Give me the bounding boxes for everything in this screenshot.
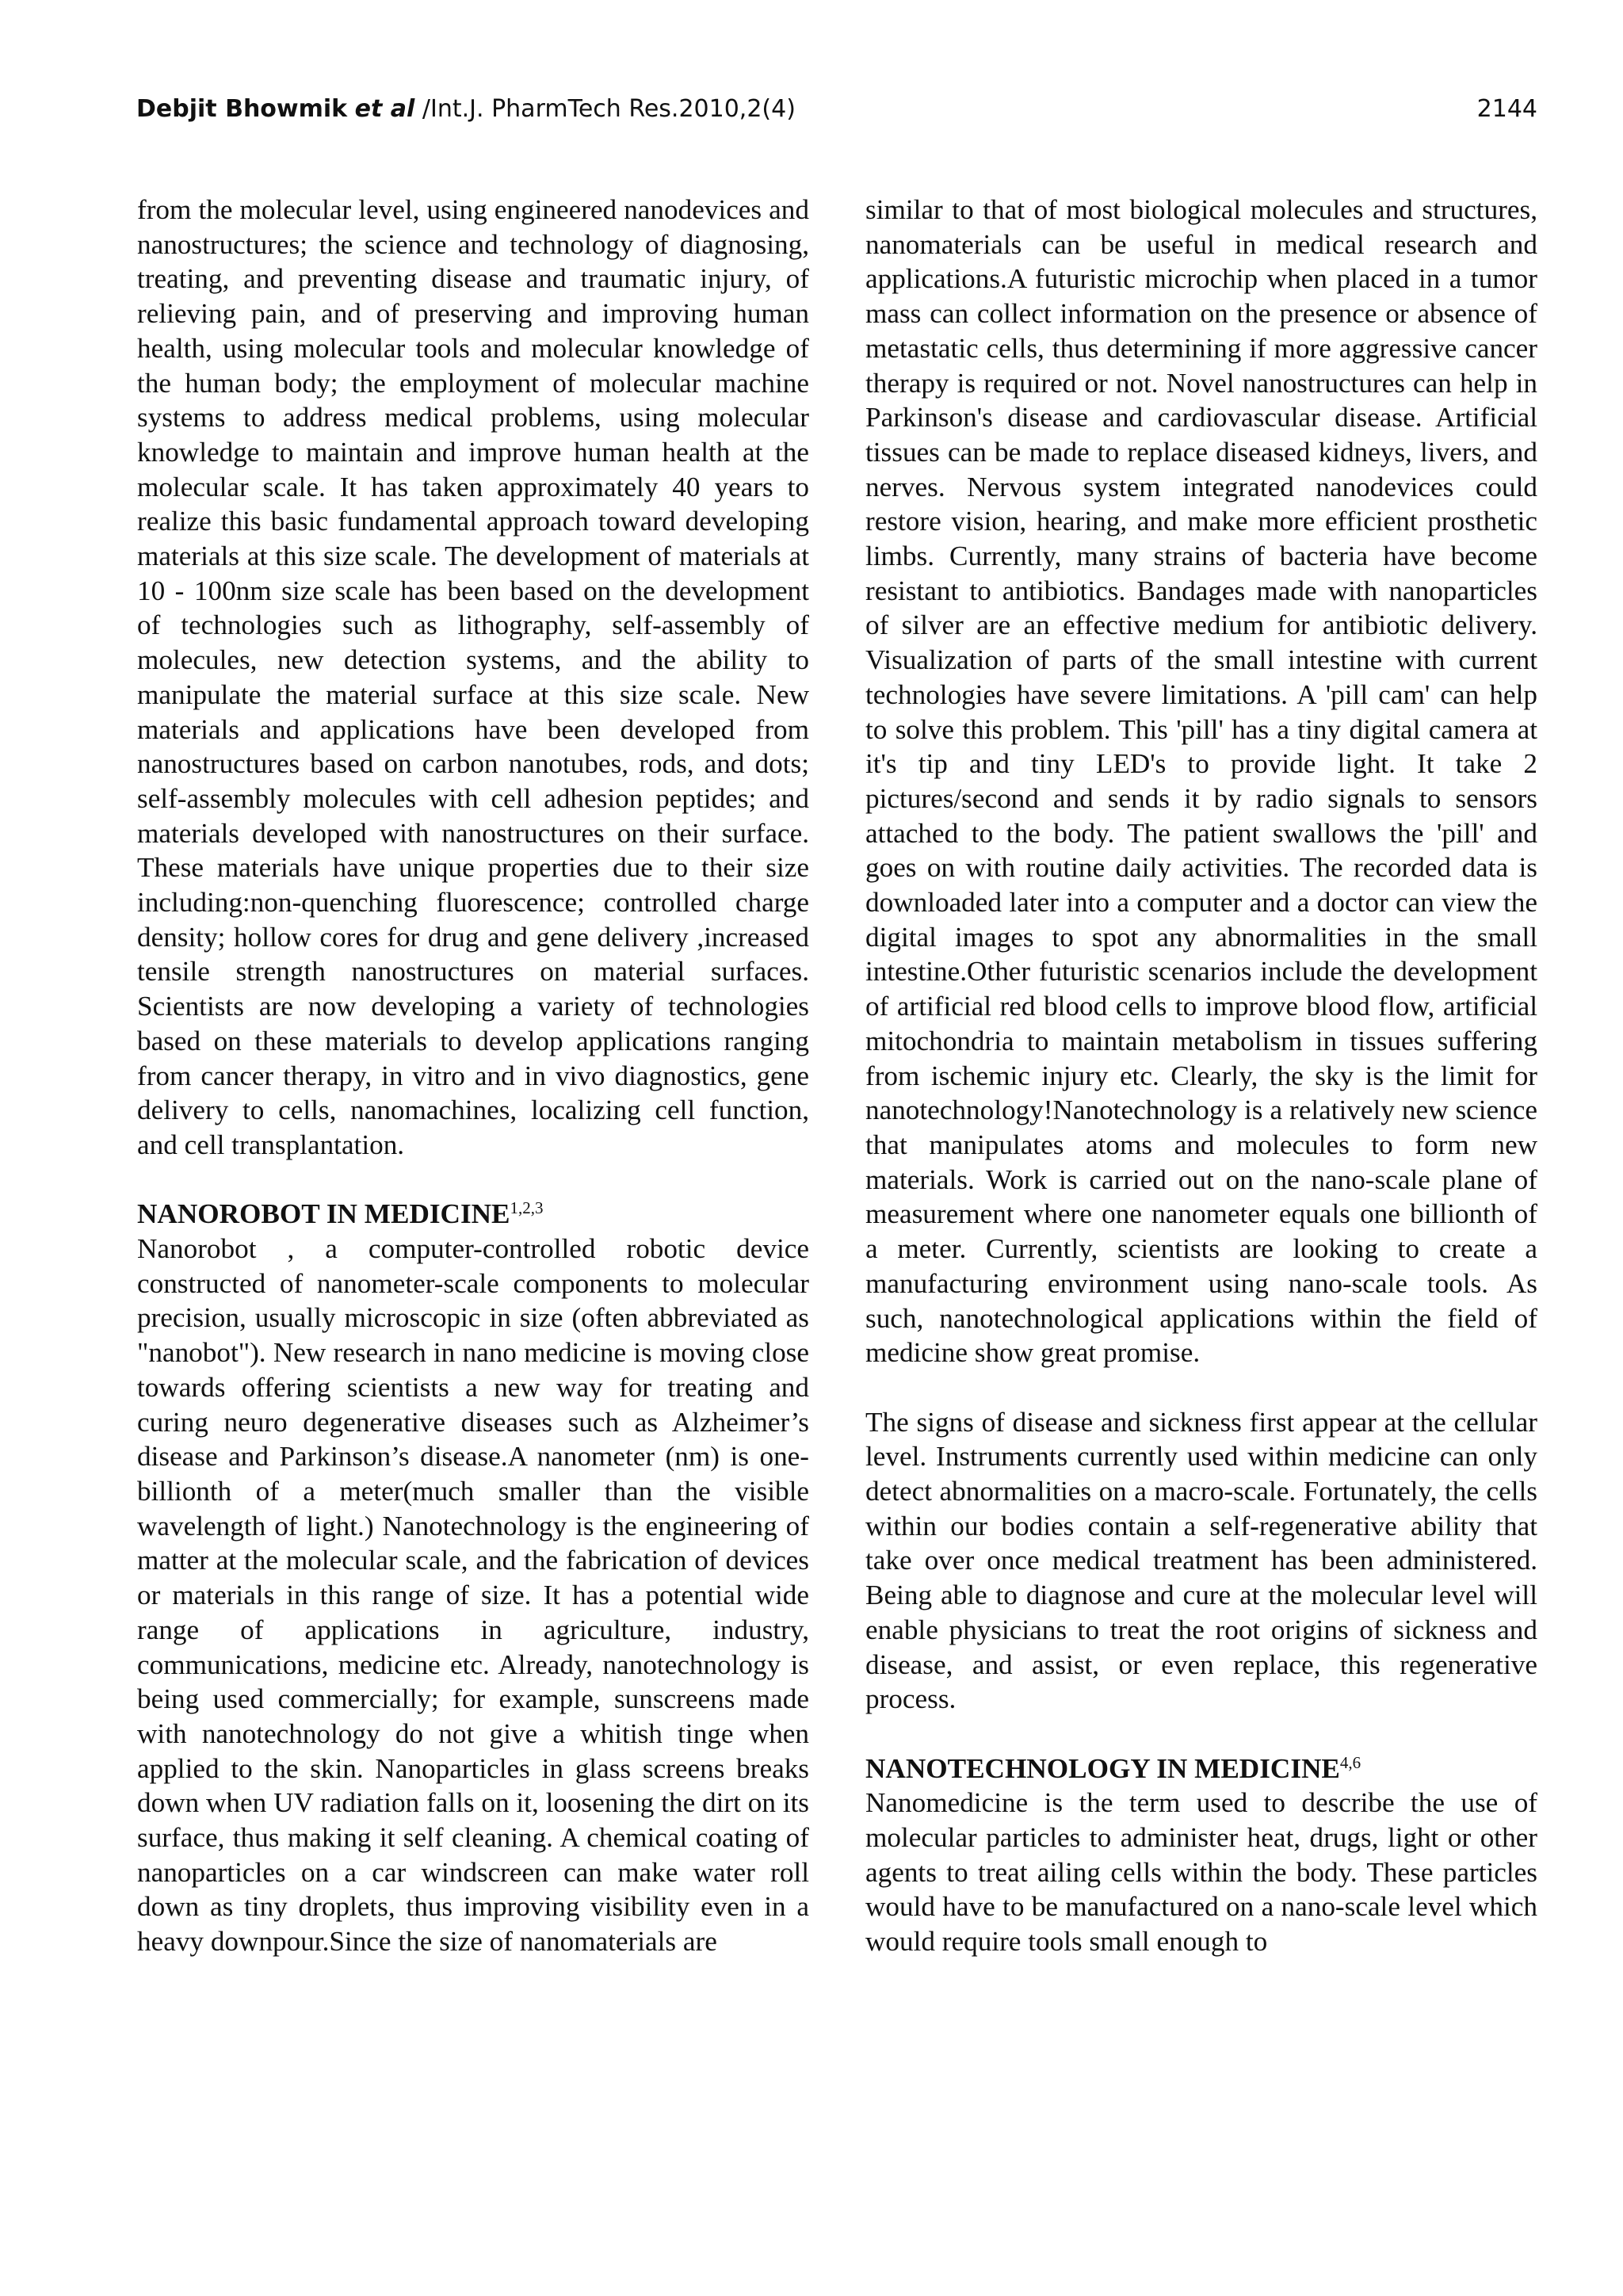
right-column: [865, 193, 1537, 1959]
paragraph-nanorobot: Nanorobot , a computer-controlled robotic device constructed of nanometer-scale components to molecular precision, usually microscopic in size (often abbreviated as "nanobot"). New research in nano medicine is moving close towards offering scientists a new way for treating and curing neuro degenerative diseases such as Alzheimer’s disease and Parkinson’s disease.A nanometer (nm) is one-billionth of a meter(much smaller than the visible wavelength of light.) Nanotechnology is the engineering of matter at the molecular scale, and the fabrication of devices or materials in this range of size. It has a potential wide range of applications in agriculture, industry, communications, medicine etc. Already, nanotechnology is being used commercially; for example, sunscreens made with nanotechnology do not give a whitish tinge when applied to the skin. Nanoparticles in glass screens breaks down when UV radiation falls on it, loosening the dirt on its surface, thus making it self cleaning. A chemical coating of nanoparticles on a car windscreen can make water roll down as tiny droplets, thus improving visibility even in a heavy downpour.Since the size of nanomaterials are: [137, 1233, 809, 1958]
running-header: [136, 94, 1537, 125]
left-column: [137, 193, 809, 1959]
heading-references: 4,6: [1339, 1752, 1361, 1772]
paragraph-nanomedicine: Nanomedicine is the term used to describe the use of molecular particles to administer heat, drugs, light or other agents to treat ailing cells within the body. These particles would have to be manufactured on a nano-scale level which would require tools small enough to: [865, 1787, 1537, 1958]
paragraph-gap: [865, 1717, 1537, 1752]
heading-references: 1,2,3: [510, 1198, 544, 1218]
section-heading-nanotechnology: [865, 1752, 1537, 1786]
paragraph-biological-molecules: similar to that of most biological molecules and structures, nanomaterials can be useful in medical research and applications.A futuristic microchip when placed in a tumor mass can collect information on the presence or absence of metastatic cells, thus determining if more aggressive cancer therapy is required or not. Novel nanostructures can help in Parkinson's disease and cardiovascular disease. Artificial tissues can be made to replace diseased kidneys, livers, and nerves. Nervous system integrated nanodevices could restore vision, hearing, and make more efficient prosthetic limbs. Currently, many strains of bacteria have become resistant to antibiotics. Bandages made with nanoparticles of silver are an effective medium for antibiotic delivery. Visualization of parts of the small intestine with current technologies have severe limitations. A 'pill cam' can help to solve this problem. This 'pill' has a tiny digital camera at it's tip and tiny LED's to provide light. It take 2 pictures/second and sends it by radio signals to sensors attached to the body. The patient swallows the 'pill' and goes on with routine daily activities. The recorded data is downloaded later into a computer and a doctor can view the digital images to spot any abnormalities in the small intestine.Other futuristic scenarios include the development of artificial red blood cells to improve blood flow, artificial mitochondria to maintain metabolism in tissues suffering from ischemic injury etc. Clearly, the sky is the limit for nanotechnology!Nanotechnology is a relatively new science that manipulates atoms and molecules to form new materials. Work is carried out on the nano-scale plane of measurement where one nanometer equals one billionth of a meter. Currently, scientists are looking to create a manufacturing environment using nano-scale tools. As such, nanotechnological applications within the field of medicine show great promise.: [865, 194, 1537, 1369]
journal-reference: /Int.J. PharmTech Res.2010,2(4): [422, 95, 796, 123]
page-number: 2144: [1476, 95, 1537, 123]
paragraph-gap: [137, 1163, 809, 1198]
author-name: Debjit Bhowmik: [136, 95, 348, 123]
section-heading-nanorobot: [137, 1197, 809, 1232]
paragraph-gap: [865, 1370, 1537, 1405]
heading-text: NANOROBOT IN MEDICINE: [137, 1198, 510, 1230]
heading-text: NANOTECHNOLOGY IN MEDICINE: [865, 1752, 1340, 1784]
paragraph-cellular-level: The signs of disease and sickness first appear at the cellular level. Instruments currently used within medicine can only detect abnormalities on a macro-scale. Fortunately, the cells within our bodies contain a self-regenerative ability that take over once medical treatment has been administered. Being able to diagnose and cure at the molecular level will enable physicians to treat the root origins of sickness and disease, and assist, or even replace, this regenerative process.: [865, 1406, 1537, 1715]
citation: [136, 94, 796, 125]
paragraph-molecular-level: from the molecular level, using engineered nanodevices and nanostructures; the science and technology of diagnosing, treating, and preventing disease and traumatic injury, of relieving pain, and of preserving and improving human health, using molecular tools and molecular knowledge of the human body; the employment of molecular machine systems to address medical problems, using molecular knowledge to maintain and improve human health at the molecular scale. It has taken approximately 40 years to realize this basic fundamental approach toward developing materials at this size scale. The development of materials at 10 - 100nm size scale has been based on the development of technologies such as lithography, self-assembly of molecules, new detection systems, and the ability to manipulate the material surface at this size scale. New materials and applications have been developed from nanostructures based on carbon nanotubes, rods, and dots; self-assembly molecules with cell adhesion peptides; and materials developed with nanostructures on their surface. These materials have unique properties due to their size including:non-quenching fluorescence; controlled charge density; hollow cores for drug and gene delivery ,increased tensile strength nanostructures on material surfaces. Scientists are now developing a variety of technologies based on these materials to develop applications ranging from cancer therapy, in vitro and in vivo diagnostics, gene delivery to cells, nanomachines, localizing cell function, and cell transplantation.: [137, 194, 809, 1160]
et-al: et al: [354, 95, 415, 123]
